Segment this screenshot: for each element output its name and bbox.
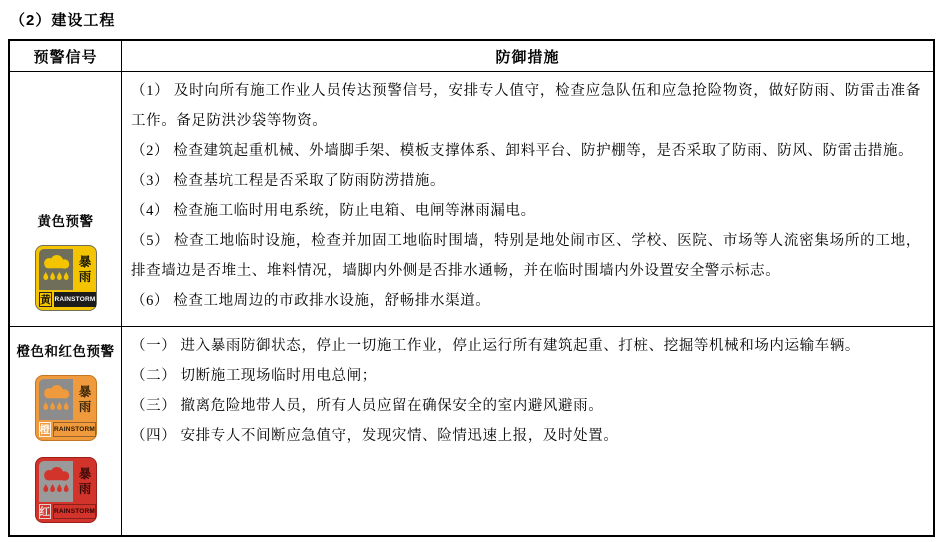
- rainstorm-english-label: RAINSTORM: [54, 292, 95, 307]
- icon-bottom-strip: [39, 422, 96, 437]
- level-character-yellow: 黄: [40, 294, 51, 306]
- measure-item: （三） 撤离危险地带人员，所有人员应留在确保安全的室内避风避雨。: [131, 398, 604, 414]
- char-yu: 雨: [78, 269, 92, 284]
- char-yu: 雨: [78, 481, 92, 496]
- rainstorm-orange-warning-icon: [35, 375, 97, 441]
- rainstorm-characters: [75, 461, 96, 502]
- yellow-warning-label: 黄色预警: [37, 214, 94, 229]
- measure-item: （5） 检查工地临时设施，检查并加固工地临时围墙，特别是地处闹市区、学校、医院、市场等人流密集场所的工地，排查墙边是否堆土、堆料情况，墙脚内外侧是否排水通畅，并在临时围墙内外设置安全警示标志。: [131, 233, 921, 279]
- measure-item: （1） 及时向所有施工作业人员传达预警信号，安排专人值守，检查应急队伍和应急抢险物资，做好防雨、防雷击准备工作。备足防洪沙袋等物资。: [131, 83, 921, 129]
- char-bao: 暴: [78, 385, 92, 400]
- rainstorm-english-label: RAINSTORM: [53, 422, 96, 437]
- icon-bottom-strip: [39, 504, 96, 519]
- icon-bottom-strip: [39, 292, 96, 307]
- rain-cloud-icon: [39, 249, 73, 290]
- rainstorm-characters: [75, 249, 96, 290]
- rain-cloud-icon: [39, 461, 73, 502]
- column-header-warning-signal: 预警信号: [10, 41, 122, 71]
- column-header-defense-measures: 防御措施: [495, 48, 560, 66]
- rainstorm-red-warning-icon: [35, 457, 97, 523]
- measure-item: （6） 检查工地周边的市政排水设施，舒畅排水渠道。: [131, 293, 491, 309]
- char-bao: 暴: [78, 255, 92, 270]
- rainstorm-english-label: RAINSTORM: [53, 504, 96, 519]
- rain-cloud-icon: [39, 379, 73, 420]
- warning-measures-table: [8, 39, 935, 537]
- table-row-yellow-warning: [10, 72, 933, 327]
- rainstorm-characters: [75, 379, 96, 420]
- measures-cell-yellow: [122, 72, 933, 326]
- orange-red-warning-label: 橙色和红色预警: [16, 344, 115, 359]
- measure-item: （2） 检查建筑起重机械、外墙脚手架、模板支撑体系、卸料平台、防护棚等，是否采取了防雨、防风、防雷击措施。: [131, 143, 914, 159]
- measure-item: （4） 检查施工临时用电系统，防止电箱、电闸等淋雨漏电。: [131, 203, 536, 219]
- signal-cell-orange-red: [10, 327, 122, 535]
- measure-item: （二） 切断施工现场临时用电总闸；: [131, 368, 377, 384]
- level-character-orange: 橙: [39, 424, 50, 436]
- level-character-red: 红: [39, 506, 50, 518]
- char-bao: 暴: [78, 467, 92, 482]
- section-title: （2）建设工程: [10, 12, 116, 29]
- table-header-row: [10, 41, 933, 72]
- measure-item: （一） 进入暴雨防御状态，停止一切施工作业，停止运行所有建筑起重、打桩、挖掘等机械和场内运输车辆。: [131, 338, 861, 354]
- signal-cell-yellow: [10, 72, 122, 326]
- measure-item: （3） 检查基坑工程是否采取了防雨防涝措施。: [131, 173, 446, 189]
- char-yu: 雨: [78, 399, 92, 414]
- measure-item: （四） 安排专人不间断应急值守，发现灾情、险情迅速上报，及时处置。: [131, 428, 619, 444]
- rainstorm-yellow-warning-icon: [35, 245, 97, 311]
- table-row-orange-red-warning: [10, 327, 933, 535]
- measures-cell-orange-red: [122, 327, 933, 535]
